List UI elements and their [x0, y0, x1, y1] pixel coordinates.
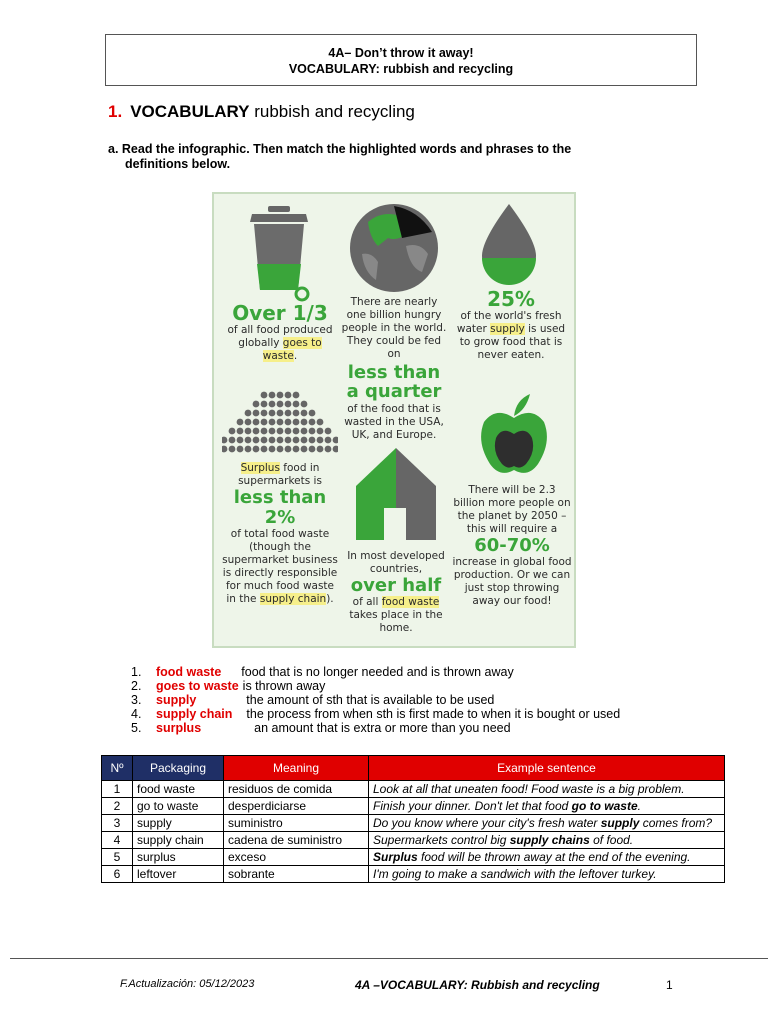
- person-dot: [245, 419, 252, 426]
- bin-fact-highlight: goes to waste: [262, 337, 322, 362]
- definition-number: 1.: [131, 665, 142, 679]
- definition-text: the process from when sth is first made to when it is bought or used: [246, 707, 621, 721]
- surplus-fact: [222, 462, 338, 606]
- definition-term: goes to waste: [156, 679, 239, 693]
- row-number: 3: [102, 815, 133, 832]
- row-number: 1: [102, 781, 133, 798]
- person-dot: [301, 446, 308, 453]
- instruction-line-2: definitions below.: [125, 157, 231, 171]
- row-meaning: residuos de comida: [224, 781, 369, 798]
- person-dot: [253, 410, 260, 417]
- person-dot: [285, 401, 292, 408]
- footer-date: F.Actualización: 05/12/2023: [120, 978, 255, 990]
- person-dot: [277, 410, 284, 417]
- person-dot: [237, 419, 244, 426]
- row-meaning: exceso: [224, 849, 369, 866]
- rubbish-bin-icon: [244, 204, 314, 302]
- house-fact-detail: of all: [352, 596, 382, 608]
- drop-fact: [454, 288, 568, 362]
- bin-fact: [220, 302, 340, 363]
- definition-item: [131, 707, 620, 721]
- header-packaging: Packaging: [133, 756, 224, 781]
- row-word: leftover: [133, 866, 224, 883]
- apple-fact-big: 60-70%: [474, 535, 550, 556]
- person-dot: [285, 437, 292, 444]
- person-dot: [245, 446, 252, 453]
- person-dot: [277, 419, 284, 426]
- person-dot: [269, 437, 276, 444]
- definition-item: [131, 721, 620, 735]
- person-dot: [277, 392, 284, 399]
- definition-number: 5.: [131, 721, 142, 735]
- example-text: .: [637, 799, 641, 813]
- person-dot: [301, 419, 308, 426]
- bin-fact-end: .: [293, 350, 298, 362]
- person-dot: [229, 428, 236, 435]
- person-dot: [261, 437, 268, 444]
- example-keyword: go to waste: [571, 799, 638, 813]
- person-dot: [325, 446, 332, 453]
- worksheet-subtitle: VOCABULARY: rubbish and recycling: [288, 62, 514, 76]
- row-meaning: sobrante: [224, 866, 369, 883]
- person-dot: [269, 446, 276, 453]
- person-dot: [269, 410, 276, 417]
- row-number: 6: [102, 866, 133, 883]
- example-keyword: supply chains: [509, 833, 590, 847]
- surplus-fact-highlight: Surplus: [240, 462, 280, 474]
- person-dot: [269, 419, 276, 426]
- person-dot: [261, 419, 268, 426]
- person-dot: [261, 401, 268, 408]
- row-meaning: cadena de suministro: [224, 832, 369, 849]
- person-dot: [245, 437, 252, 444]
- example-text: Do you know where your city's fresh water: [373, 816, 601, 830]
- person-dot: [309, 428, 316, 435]
- person-dot: [277, 446, 284, 453]
- food-waste-infographic: [212, 192, 576, 648]
- definition-number: 2.: [131, 679, 142, 693]
- person-dot: [277, 428, 284, 435]
- person-dot: [285, 419, 292, 426]
- person-dot: [222, 437, 227, 444]
- person-dot: [325, 437, 332, 444]
- example-text: of food.: [589, 833, 634, 847]
- surplus-fact-detail: of total food waste (though the supermarket business is directly responsible for much food waste in the: [222, 528, 338, 605]
- house-fact: [338, 550, 454, 635]
- person-dot: [285, 392, 292, 399]
- apple-icon: [476, 392, 552, 480]
- header-number: Nº: [102, 756, 133, 781]
- person-dot: [245, 428, 252, 435]
- row-number: 4: [102, 832, 133, 849]
- person-dot: [293, 410, 300, 417]
- example-text: comes from?: [639, 816, 713, 830]
- globe-fact-text: There are nearly one billion hungry people in the world. They could be fed on: [341, 296, 447, 360]
- house-icon: [354, 446, 438, 542]
- person-dot: [261, 392, 268, 399]
- drop-fact-highlight: supply: [490, 323, 525, 335]
- water-drop-icon: [476, 202, 542, 286]
- person-dot: [317, 419, 324, 426]
- house-fact-highlight: food waste: [381, 596, 440, 608]
- person-dot: [261, 446, 268, 453]
- person-dot: [237, 446, 244, 453]
- example-keyword: Surplus: [373, 850, 418, 864]
- person-dot: [309, 410, 316, 417]
- definition-number: 3.: [131, 693, 142, 707]
- surplus-fact-big: less than 2%: [233, 487, 327, 528]
- person-dot: [277, 437, 284, 444]
- definition-text: food that is no longer needed and is thrown away: [241, 665, 514, 679]
- definitions-list: [131, 665, 620, 735]
- row-word: go to waste: [133, 798, 224, 815]
- row-meaning: desperdiciarse: [224, 798, 369, 815]
- person-dot: [317, 428, 324, 435]
- person-dot: [293, 446, 300, 453]
- definition-term: supply chain: [156, 707, 233, 721]
- person-dot: [309, 446, 316, 453]
- row-example: [369, 832, 725, 849]
- person-dot: [237, 437, 244, 444]
- person-dot: [285, 410, 292, 417]
- section-heading-rest: rubbish and recycling: [249, 102, 415, 121]
- apple-fact-end: increase in global food production. Or we can just stop throwing away our food!: [452, 556, 572, 607]
- globe-fact: [340, 296, 448, 442]
- person-dot: [293, 437, 300, 444]
- person-dot: [229, 446, 236, 453]
- person-dot: [301, 428, 308, 435]
- table-header-row: [102, 756, 725, 781]
- person-dot: [285, 428, 292, 435]
- person-dot: [253, 419, 260, 426]
- row-example: [369, 849, 725, 866]
- person-dot: [253, 428, 260, 435]
- person-dot: [269, 392, 276, 399]
- person-dot: [285, 446, 292, 453]
- person-dot: [229, 437, 236, 444]
- globe-icon: [348, 202, 440, 294]
- person-dot: [253, 401, 260, 408]
- person-dot: [325, 428, 332, 435]
- bin-fact-big: Over 1/3: [232, 301, 328, 325]
- globe-fact-end: of the food that is wasted in the USA, UK, and Europe.: [344, 403, 444, 441]
- people-dots-icon: [222, 390, 338, 454]
- person-dot: [277, 401, 284, 408]
- row-number: 2: [102, 798, 133, 815]
- table-row: [102, 849, 725, 866]
- person-dot: [309, 437, 316, 444]
- drop-fact-text: of the world's fresh water: [456, 310, 562, 335]
- section-heading: [108, 102, 415, 122]
- definition-text: the amount of sth that is available to be used: [246, 693, 495, 707]
- definition-text: an amount that is extra or more than you need: [254, 721, 511, 735]
- example-text: Finish your dinner. Don't let that food: [373, 799, 572, 813]
- example-text: Supermarkets control big: [373, 833, 510, 847]
- example-text: food will be thrown away at the end of the evening.: [417, 850, 691, 864]
- footer-page-number: 1: [666, 978, 673, 992]
- person-dot: [317, 446, 324, 453]
- house-fact-text: In most developed countries,: [347, 550, 445, 575]
- person-dot: [222, 446, 227, 453]
- row-example: [369, 798, 725, 815]
- example-text: Look at all that uneaten food! Food waste is a big problem.: [373, 782, 685, 796]
- header-example: Example sentence: [369, 756, 725, 781]
- footer-divider: [10, 958, 768, 959]
- person-dot: [253, 437, 260, 444]
- vocabulary-table: [101, 755, 725, 883]
- table-row: [102, 832, 725, 849]
- globe-fact-big: less than a quarter: [346, 362, 442, 402]
- row-example: [369, 866, 725, 883]
- surplus-fact-text: food in supermarkets is: [238, 462, 322, 487]
- footer-title: 4A –VOCABULARY: Rubbish and recycling: [355, 978, 600, 992]
- house-fact-end: takes place in the home.: [349, 609, 443, 634]
- surplus-fact-highlight-2: supply chain: [259, 593, 327, 605]
- table-row: [102, 798, 725, 815]
- person-dot: [261, 428, 268, 435]
- row-example: [369, 815, 725, 832]
- person-dot: [301, 401, 308, 408]
- person-dot: [253, 446, 260, 453]
- person-dot: [301, 410, 308, 417]
- person-dot: [293, 419, 300, 426]
- person-dot: [293, 401, 300, 408]
- definition-term: supply: [156, 693, 197, 707]
- row-word: supply: [133, 815, 224, 832]
- person-dot: [317, 437, 324, 444]
- person-dot: [293, 392, 300, 399]
- definition-term: food waste: [156, 665, 222, 679]
- definition-number: 4.: [131, 707, 142, 721]
- definition-term: surplus: [156, 721, 202, 735]
- person-dot: [269, 428, 276, 435]
- example-keyword: supply: [600, 816, 640, 830]
- drop-fact-end: is used to grow food that is never eaten.: [459, 323, 566, 361]
- person-dot: [293, 428, 300, 435]
- apple-fact: [452, 484, 572, 608]
- row-word: supply chain: [133, 832, 224, 849]
- table-row: [102, 781, 725, 798]
- person-dot: [309, 419, 316, 426]
- row-meaning: suministro: [224, 815, 369, 832]
- bin-fact-text: of all food produced globally: [227, 324, 333, 349]
- worksheet-title-box: [105, 34, 697, 86]
- table-row: [102, 866, 725, 883]
- person-dot: [333, 437, 338, 444]
- drop-fact-big: 25%: [487, 287, 535, 311]
- house-fact-big: over half: [350, 575, 442, 596]
- person-dot: [261, 410, 268, 417]
- example-text: I'm going to make a sandwich with the leftover turkey.: [373, 867, 657, 881]
- person-dot: [333, 446, 338, 453]
- definition-item: [131, 679, 620, 693]
- person-dot: [269, 401, 276, 408]
- surplus-fact-end: ).: [326, 593, 334, 605]
- row-word: food waste: [133, 781, 224, 798]
- exercise-instruction: [108, 142, 668, 172]
- apple-fact-text: There will be 2.3 billion more people on the planet by 2050 – this will require a: [453, 484, 571, 535]
- table-row: [102, 815, 725, 832]
- row-number: 5: [102, 849, 133, 866]
- section-heading-bold: VOCABULARY: [130, 102, 250, 121]
- person-dot: [301, 437, 308, 444]
- row-word: surplus: [133, 849, 224, 866]
- person-dot: [237, 428, 244, 435]
- definition-text: is thrown away: [242, 679, 326, 693]
- header-meaning: Meaning: [224, 756, 369, 781]
- definition-item: [131, 665, 620, 679]
- person-dot: [245, 410, 252, 417]
- instruction-line-1: a. Read the infographic. Then match the highlighted words and phrases to the: [108, 142, 572, 156]
- section-number: 1.: [108, 102, 123, 121]
- definition-item: [131, 693, 620, 707]
- worksheet-title: 4A– Don’t throw it away!: [328, 46, 474, 60]
- row-example: [369, 781, 725, 798]
